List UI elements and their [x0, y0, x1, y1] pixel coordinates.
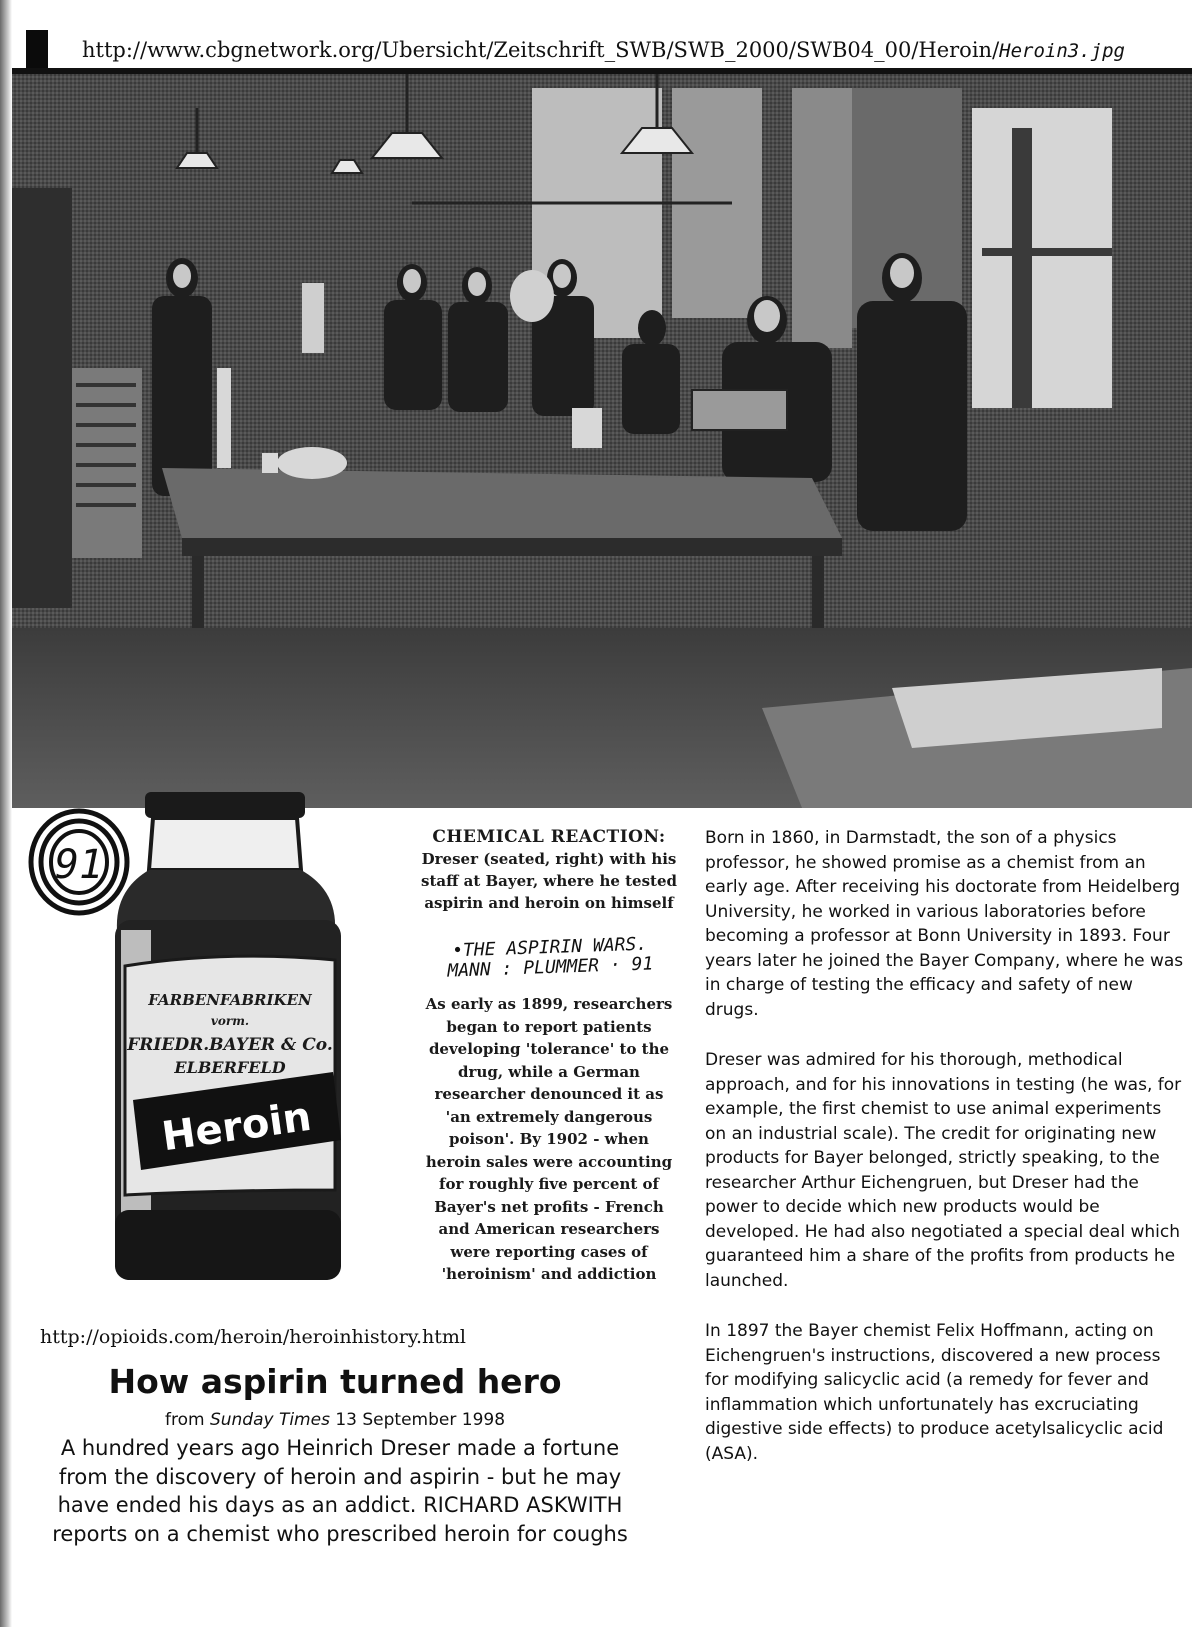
handwritten-note-line1: •THE ASPIRIN WARS. [451, 933, 648, 962]
handwritten-note-line2: MANN : PLUMMER · 91 [447, 953, 654, 982]
paragraph-hoffmann: In 1897 the Bayer chemist Felix Hoffmann, acting on Eichengruen's instructions, discovered a new process for modifying salicyclic acid (a remedy for fever and inflammation which unfortunately has excruciating digestive side effects) to produce acetylsalicyclic acid (ASA). [705, 1321, 1164, 1464]
caption-body: Dreser (seated, right) with his staff at Bayer, where he tested aspirin and heroin on himself [421, 850, 677, 912]
top-source-url [26, 30, 1125, 70]
badge-number: 91 [54, 842, 104, 888]
scan-shadow-edge [0, 0, 12, 1627]
bottom-source-url: http://opioids.com/heroin/heroinhistory.html [40, 1326, 466, 1348]
bottle-label-line1: FARBENFABRIKEN [148, 991, 312, 1009]
photo-caption [420, 826, 678, 914]
bottle-brand: Heroin [159, 1093, 315, 1161]
bottle-label-line4: ELBERFELD [174, 1058, 286, 1077]
article-right-column [705, 826, 1185, 1492]
handwritten-note [409, 933, 690, 983]
article-lede: A hundred years ago Heinrich Dreser made a fortune from the discovery of heroin and aspirin - but he may have ended his days as an addict. RICHARD ASKWITH reports on a chemist who prescribed heroin for coughs [52, 1436, 628, 1546]
caption-title: CHEMICAL REACTION: [432, 827, 666, 847]
heroin-bottle-image [105, 790, 355, 1300]
top-url-handwritten: Heroin3.jpg [999, 40, 1125, 62]
source-publication: Sunday Times [209, 1410, 330, 1430]
bottle-label-line2: vorm. [210, 1014, 250, 1028]
heroin-bottle-drawing [105, 790, 355, 1300]
paragraph-born: Born in 1860, in Darmstadt, the son of a physics professor, he showed promise as a chemist from an early age. After receiving his doctorate from Heidelberg University, he worked in various laboratories before becoming a professor at Bonn University in 1893. Four years later he joined the Bayer Company, where he was in charge of testing the efficacy and safety of new drugs. [705, 828, 1184, 1020]
paragraph-dreser-admired: Dreser was admired for his thorough, methodical approach, and for his innovations in testing (he was, for example, the first chemist to use animal experiments on an industrial scale). The credit for originating new products for Bayer belonged, strictly speaking, to the researcher Arthur Eichengruen, but Dreser had the power to decide which new products would be developed. He had also negotiated a special deal which guaranteed him a share of the profits from products he launched. [705, 1050, 1182, 1291]
article-source [40, 1410, 630, 1430]
laboratory-photo-drawing [12, 68, 1192, 808]
source-prefix: from [164, 1410, 205, 1430]
article-headline: How aspirin turned hero [108, 1362, 562, 1401]
top-url-text: http://www.cbgnetwork.org/Ubersicht/Zeitschrift_SWB/SWB_2000/SWB04_00/Heroin/ [82, 38, 1000, 62]
source-date: 13 September 1998 [335, 1410, 506, 1430]
tolerance-paragraph: As early as 1899, researchers began to report patients developing 'tolerance' to the drug, while a German researcher denounced it as 'an extremely dangerous poison'. By 1902 - when heroin sales were accounting for roughly five percent of Bayer's net profits - French and American researchers were reporting cases of 'heroinism' and addiction [425, 995, 673, 1283]
bottle-label-line3: FRIEDR.BAYER & Co. [127, 1035, 333, 1055]
laboratory-photo [12, 68, 1192, 808]
